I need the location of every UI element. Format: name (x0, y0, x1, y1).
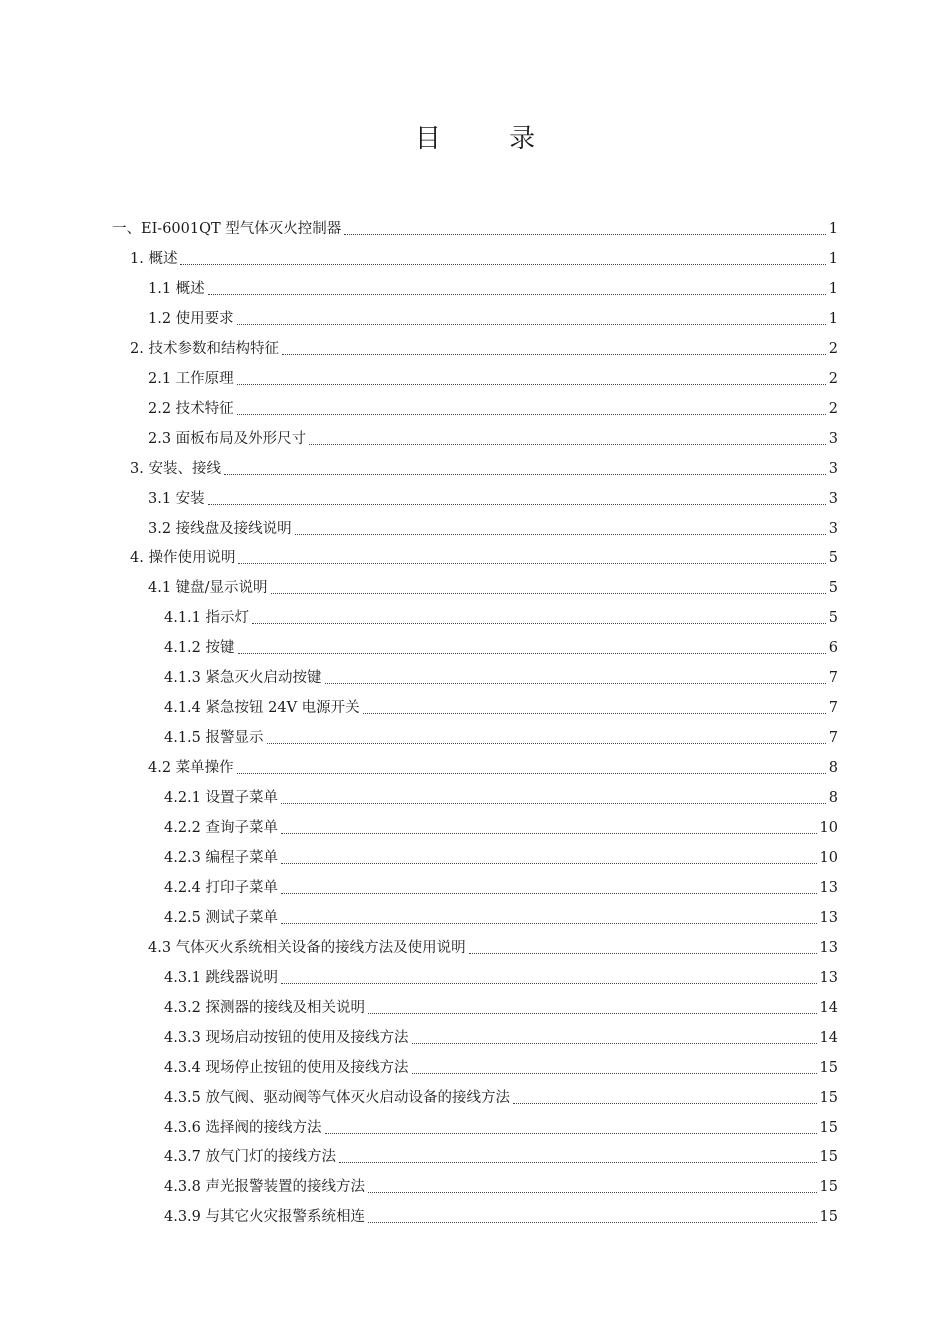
toc-entry-label: 4.2.5 测试子菜单 (164, 909, 279, 926)
toc-entry[interactable] (148, 515, 838, 539)
toc-entry[interactable] (164, 664, 838, 688)
toc-entry[interactable] (148, 485, 838, 509)
toc-entry-page: 10 (819, 849, 838, 866)
toc-entry-label: 2.3 面板布局及外形尺寸 (148, 430, 307, 447)
toc-entry-label: 4.2 菜单操作 (148, 760, 234, 777)
toc-entry-label: 4.1.4 紧急按钮 24V 电源开关 (164, 700, 360, 717)
dot-leader (513, 1102, 817, 1104)
toc-entry-page: 3 (828, 520, 838, 537)
dot-leader (281, 922, 817, 924)
dot-leader (237, 323, 826, 325)
dot-leader (344, 233, 825, 235)
toc-entry-label: 1. 概述 (130, 250, 178, 267)
toc-entry[interactable] (130, 455, 838, 479)
toc-entry[interactable] (164, 814, 838, 838)
toc-entry-page: 1 (828, 221, 838, 237)
toc-entry[interactable] (148, 934, 838, 958)
toc-entry[interactable] (164, 1173, 838, 1197)
toc-entry-label: 2. 技术参数和结构特征 (130, 340, 279, 357)
toc-entry[interactable] (164, 1084, 838, 1108)
dot-leader (281, 892, 817, 894)
toc-entry[interactable] (164, 634, 838, 658)
dot-leader (309, 443, 826, 445)
toc-entry[interactable] (164, 1024, 838, 1048)
toc-entry[interactable] (148, 305, 838, 329)
toc-entry-label: 4.3.4 现场停止按钮的使用及接线方法 (164, 1059, 409, 1076)
toc-entry[interactable] (130, 544, 838, 568)
toc-entry-page: 2 (828, 370, 838, 387)
toc-entry-label: 4.2.2 查询子菜单 (164, 820, 279, 836)
dot-leader (412, 1072, 817, 1074)
dot-leader (180, 263, 825, 265)
toc-entry-label: 4.3.7 放气门灯的接线方法 (164, 1149, 337, 1166)
toc-entry-label: 4.3.6 选择阀的接线方法 (164, 1119, 322, 1136)
dot-leader (252, 622, 826, 624)
toc-entry-page: 1 (828, 280, 838, 297)
toc-entry-page: 5 (828, 580, 838, 597)
toc-entry-label: 4.3.9 与其它火灾报警系统相连 (164, 1209, 366, 1226)
toc-entry-page: 2 (828, 400, 838, 417)
dot-leader (368, 1012, 817, 1014)
toc-entry-label: 4.3.1 跳线器说明 (164, 969, 279, 986)
toc-entry-page: 5 (828, 610, 838, 627)
dot-leader (281, 802, 826, 804)
toc-entry[interactable] (164, 1114, 838, 1138)
dot-leader (208, 503, 826, 505)
toc-entry-label: 4.1.1 指示灯 (164, 610, 250, 627)
toc-entry[interactable] (164, 874, 838, 898)
toc-entry[interactable] (148, 365, 838, 389)
toc-entry[interactable] (148, 425, 838, 449)
toc-entry-label: 1.1 概述 (148, 280, 205, 297)
dot-leader (368, 1221, 817, 1223)
toc-entry-page: 14 (819, 1029, 838, 1046)
toc-entry-label: 4. 操作使用说明 (130, 550, 236, 567)
toc-entry-page: 15 (819, 1149, 838, 1166)
dot-leader (325, 682, 826, 684)
dot-leader (295, 533, 826, 535)
toc-entry[interactable] (148, 754, 838, 778)
toc-entry[interactable] (164, 1054, 838, 1078)
dot-leader (282, 353, 826, 355)
dot-leader (224, 473, 826, 475)
toc-entry[interactable] (164, 784, 838, 808)
dot-leader (208, 293, 826, 295)
toc-entry-label: 4.3.3 现场启动按钮的使用及接线方法 (164, 1029, 409, 1046)
toc-entry-page: 7 (828, 700, 838, 717)
toc-entry-label: 4.3.5 放气阀、驱动阀等气体灭火启动设备的接线方法 (164, 1089, 511, 1106)
toc-entry[interactable] (164, 1203, 838, 1227)
dot-leader (267, 742, 826, 744)
dot-leader (469, 952, 817, 954)
toc-entry-label: 2.2 技术特征 (148, 400, 234, 417)
toc-entry-page: 7 (828, 670, 838, 687)
toc-entry-label: 4.2.3 编程子菜单 (164, 849, 279, 866)
toc-entry-page: 7 (828, 730, 838, 747)
toc-entry[interactable] (164, 694, 838, 718)
dot-leader (238, 562, 825, 564)
dot-leader (238, 652, 826, 654)
toc-entry-page: 3 (828, 490, 838, 507)
toc-entry[interactable] (130, 245, 838, 269)
toc-entry-label: 2.1 工作原理 (148, 370, 234, 387)
toc-entry-page: 8 (828, 790, 838, 807)
toc-entry-label: 4.1.3 紧急灭火启动按键 (164, 670, 322, 687)
toc-entry-page: 15 (819, 1089, 838, 1106)
dot-leader (271, 592, 826, 594)
dot-leader (281, 982, 817, 984)
toc-entry-page: 15 (819, 1179, 838, 1196)
toc-entry-page: 13 (819, 939, 838, 956)
toc-entry-page: 5 (828, 550, 838, 567)
dot-leader (281, 832, 817, 834)
toc-entry-page: 1 (828, 310, 838, 327)
dot-leader (325, 1132, 817, 1134)
toc-entry-label: 4.2.1 设置子菜单 (164, 790, 279, 807)
dot-leader (412, 1042, 817, 1044)
toc-entry-page: 3 (828, 430, 838, 447)
dot-leader (237, 383, 826, 385)
toc-entry-page: 10 (819, 820, 838, 836)
toc-entry-page: 15 (819, 1209, 838, 1226)
toc-entry[interactable] (148, 574, 838, 598)
toc-entry[interactable] (164, 994, 838, 1018)
toc-entry-page: 13 (819, 969, 838, 986)
toc-entry-page: 6 (828, 640, 838, 657)
toc-entry-page: 2 (828, 340, 838, 357)
toc-entry-label: 4.1.5 报警显示 (164, 730, 264, 747)
toc-entry[interactable] (164, 1143, 838, 1167)
toc-entry-label: 4.3.2 探测器的接线及相关说明 (164, 999, 366, 1016)
toc-entry-page: 8 (828, 760, 838, 777)
toc-entry-label: 4.3 气体灭火系统相关设备的接线方法及使用说明 (148, 939, 466, 956)
dot-leader (339, 1161, 817, 1163)
toc-entry-label: 3.1 安装 (148, 490, 205, 507)
toc-entry[interactable] (130, 335, 838, 359)
toc-entry[interactable] (148, 275, 838, 299)
toc-entry[interactable] (164, 604, 838, 628)
dot-leader (237, 772, 826, 774)
toc-entry-label: 3.2 接线盘及接线说明 (148, 520, 292, 537)
toc-entry-page: 15 (819, 1119, 838, 1136)
toc-entry[interactable] (164, 724, 838, 748)
page-title: 目 录 (414, 124, 566, 154)
toc-entry-page: 13 (819, 909, 838, 926)
toc-entry-label: 4.2.4 打印子菜单 (164, 879, 279, 896)
toc-entry-label: 4.3.8 声光报警装置的接线方法 (164, 1179, 366, 1196)
toc-entry-page: 1 (828, 250, 838, 267)
toc-entry-label: 一、EI-6001QT 型气体灭火控制器 (112, 221, 342, 237)
toc-entry[interactable] (148, 395, 838, 419)
toc-entry-label: 1.2 使用要求 (148, 310, 234, 327)
toc-entry-page: 14 (819, 999, 838, 1016)
toc-entry-page: 3 (828, 460, 838, 477)
toc-entry-page: 15 (819, 1059, 838, 1076)
toc-entry-page: 13 (819, 879, 838, 896)
dot-leader (368, 1191, 817, 1193)
dot-leader (237, 413, 826, 415)
toc-entry[interactable] (164, 844, 838, 868)
toc-entry[interactable] (112, 215, 838, 239)
dot-leader (363, 712, 826, 714)
toc-entry[interactable] (164, 904, 838, 928)
toc-entry-label: 3. 安装、接线 (130, 460, 221, 477)
toc-entry[interactable] (164, 964, 838, 988)
toc-entry-label: 4.1.2 按键 (164, 640, 235, 657)
dot-leader (281, 862, 817, 864)
toc-entry-label: 4.1 键盘/显示说明 (148, 580, 268, 597)
